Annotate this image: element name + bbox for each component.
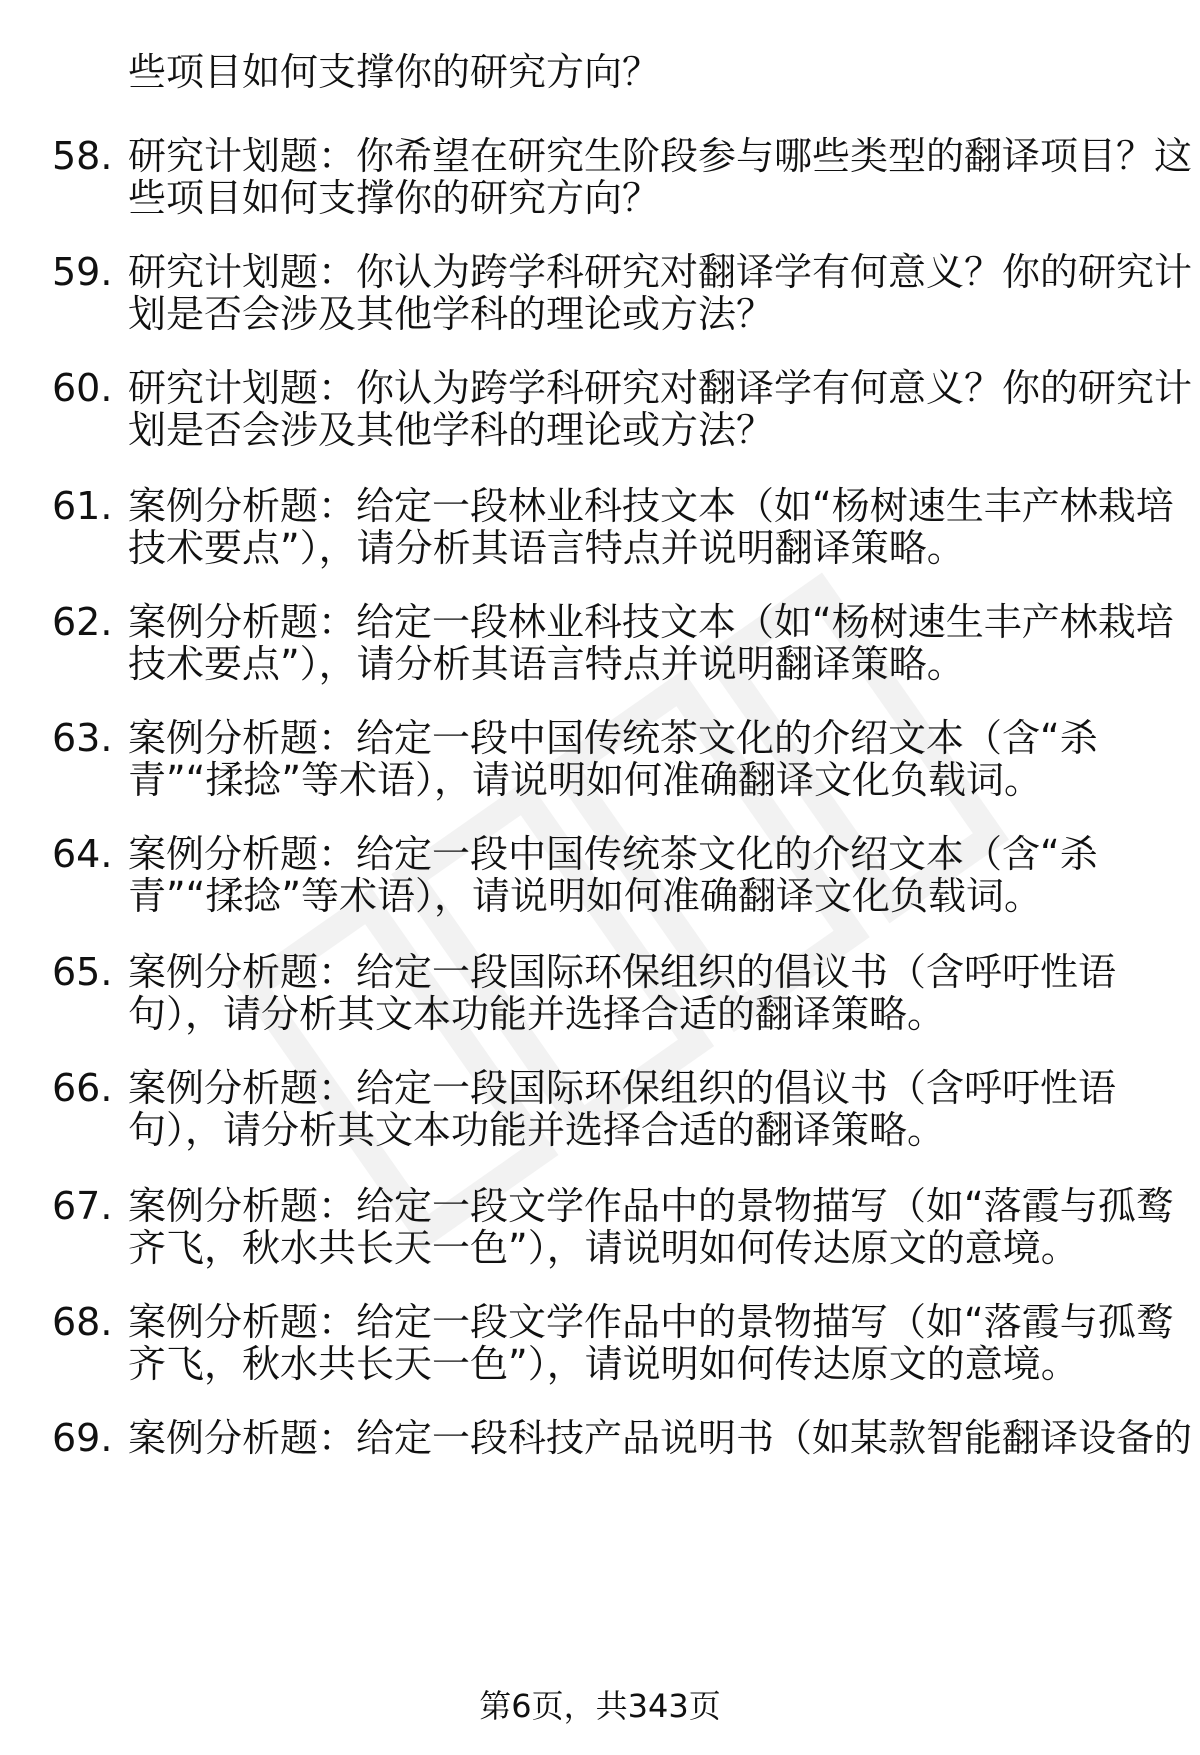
item-text-line1: 案例分析题：给定一段科技产品说明书（如某款智能翻译设备的 [128,1416,1193,1460]
item-text-line1: 案例分析题：给定一段文学作品中的景物描写（如“落霞与孤鹜 [128,1184,1174,1228]
item-text-line1: 案例分析题：给定一段林业科技文本（如“杨树速生丰产林栽培 [128,484,1174,528]
item-number: 63. [52,716,113,760]
item-number: 59. [52,250,113,294]
item-text-line1: 案例分析题：给定一段中国传统茶文化的介绍文本（含“杀 [128,832,1098,876]
item-text-line2: 些项目如何支撑你的研究方向？ [128,176,661,220]
item-text-line1: 案例分析题：给定一段国际环保组织的倡议书（含呼吁性语 [128,1066,1117,1110]
item-text-line1: 案例分析题：给定一段林业科技文本（如“杨树速生丰产林栽培 [128,600,1174,644]
item-number: 61. [52,484,113,528]
item-text-line1: 案例分析题：给定一段中国传统茶文化的介绍文本（含“杀 [128,716,1098,760]
item-text-line2: 划是否会涉及其他学科的理论或方法？ [128,292,775,336]
item-number: 65. [52,950,113,994]
item-text-line2: 青”“揉捻”等术语），请说明如何准确翻译文化负载词。 [128,874,1043,918]
page-footer: 第6页，共343页 [479,1687,721,1725]
item-text-line1: 研究计划题：你认为跨学科研究对翻译学有何意义？你的研究计 [128,250,1193,294]
item-text-line2: 技术要点”），请分析其语言特点并说明翻译策略。 [128,526,965,570]
item-text-line2: 齐飞，秋水共长天一色”），请说明如何传达原文的意境。 [128,1342,1079,1386]
item-text-line2: 技术要点”），请分析其语言特点并说明翻译策略。 [128,642,965,686]
item-text-line2: 划是否会涉及其他学科的理论或方法？ [128,408,775,452]
item-text-line1: 案例分析题：给定一段文学作品中的景物描写（如“落霞与孤鹜 [128,1300,1174,1344]
item-text-line2: 青”“揉捻”等术语），请说明如何准确翻译文化负载词。 [128,758,1043,802]
item-number: 68. [52,1300,113,1344]
item-number: 60. [52,366,113,410]
item-text-line1: 研究计划题：你希望在研究生阶段参与哪些类型的翻译项目？这 [128,134,1193,178]
item-number: 62. [52,600,113,644]
item-number: 67. [52,1184,113,1228]
item-text-line1: 案例分析题：给定一段国际环保组织的倡议书（含呼吁性语 [128,950,1117,994]
continuation-text: 些项目如何支撑你的研究方向？ [128,50,661,94]
item-text-line1: 研究计划题：你认为跨学科研究对翻译学有何意义？你的研究计 [128,366,1193,410]
item-text-line2: 句），请分析其文本功能并选择合适的翻译策略。 [128,1108,946,1152]
item-number: 64. [52,832,113,876]
item-number: 69. [52,1416,113,1460]
item-text-line2: 句），请分析其文本功能并选择合适的翻译策略。 [128,992,946,1036]
item-number: 58. [52,134,113,178]
item-text-line2: 齐飞，秋水共长天一色”），请说明如何传达原文的意境。 [128,1226,1079,1270]
item-number: 66. [52,1066,113,1110]
